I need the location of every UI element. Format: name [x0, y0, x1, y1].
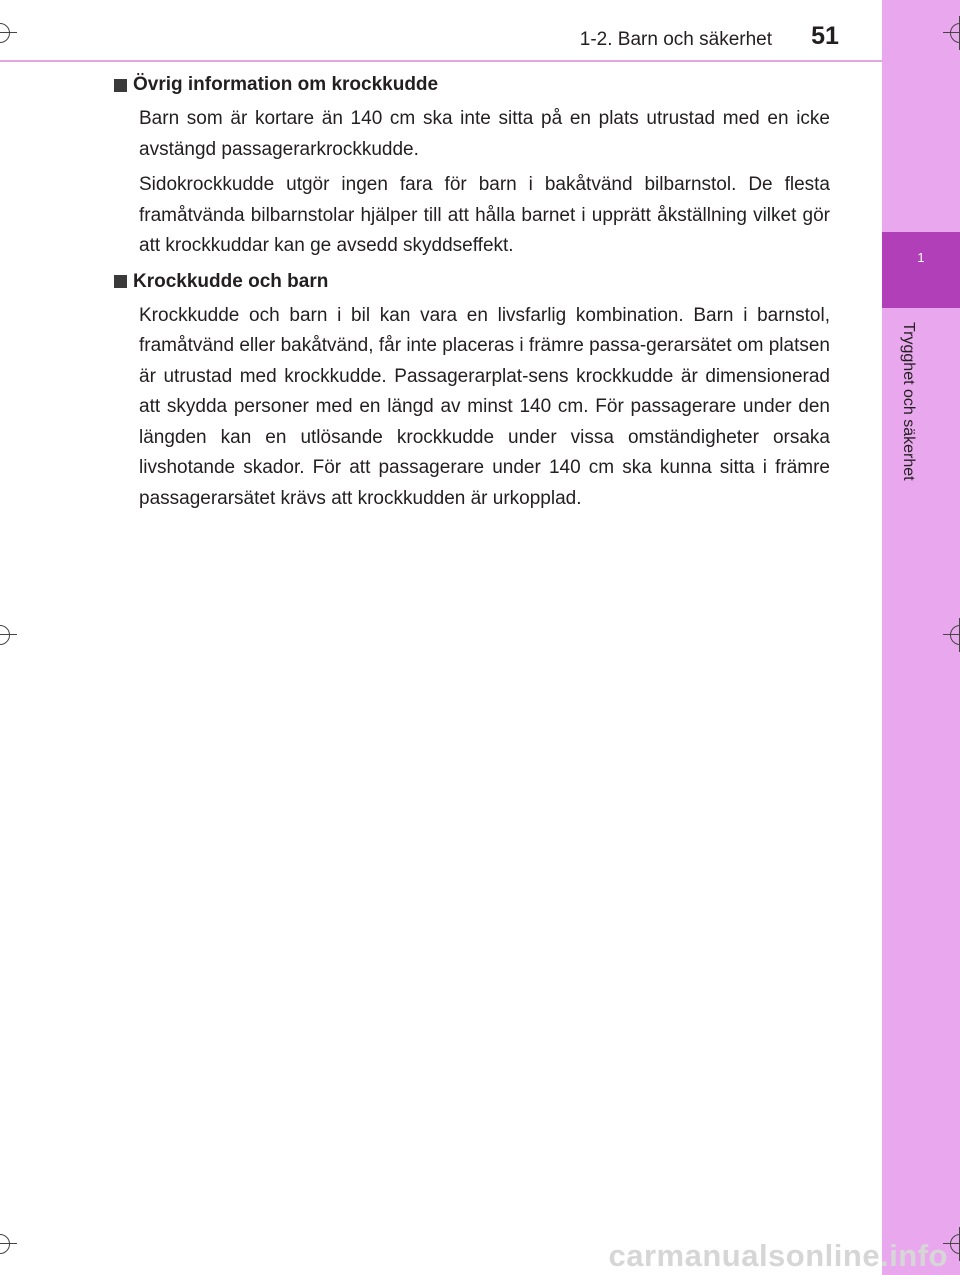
chapter-side-label — [899, 322, 919, 522]
main-content — [114, 70, 830, 519]
section-other-info — [114, 70, 830, 262]
chapter-tab-number: 1 — [917, 250, 925, 265]
crop-mark-icon — [943, 618, 960, 652]
running-header: 1-2. Barn och säkerhet — [579, 29, 772, 50]
square-bullet-icon — [114, 275, 127, 288]
chapter-side-label-text: Trygghet och säkerhet — [900, 322, 917, 481]
crop-mark-icon — [0, 618, 17, 652]
section-airbag-children — [114, 267, 830, 515]
crop-mark-icon — [0, 16, 17, 50]
crop-mark-icon — [943, 16, 960, 50]
section-heading — [114, 267, 830, 297]
page-number: 51 — [811, 22, 839, 50]
paragraph: Barn som är kortare än 140 cm ska inte sitta på en plats utrustad med en icke avstängd passagerarkrockkudde. — [139, 108, 830, 160]
paragraph: Sidokrockkudde utgör ingen fara för barn i bakåtvänd bilbarnstol. De flesta framåtvända bilbarnstolar hjälper till att hålla barnet i upprätt åkställning vilket gör att krockkuddar kan ge avsedd skyddseffekt. — [139, 174, 830, 256]
section-heading — [114, 70, 830, 100]
watermark: carmanualsonline.info — [608, 1238, 948, 1273]
chapter-tab — [882, 232, 960, 308]
square-bullet-icon — [114, 79, 127, 92]
section-heading-text: Övrig information om krockkudde — [133, 74, 439, 95]
header-rule — [0, 60, 882, 62]
section-heading-text: Krockkudde och barn — [133, 270, 329, 292]
paragraph: Krockkudde och barn i bil kan vara en livsfarlig kombination. Barn i barnstol, framåtvänd eller bakåtvänd, får inte placeras i främre passa-gerarsätet om platsen är utrustad med krockkudde. Passagerarplat-sens krockkudde är dimensionerad att skydda personer med en längd av minst 140 cm. För passagerare under den längden kan en utlösande krockkudde under vissa omständigheter orsaka livshotande skador. För att passagerare under 140 cm ska kunna sitta i främre passagerarsätet krävs att krockkudden är urkopplad. — [139, 304, 830, 509]
